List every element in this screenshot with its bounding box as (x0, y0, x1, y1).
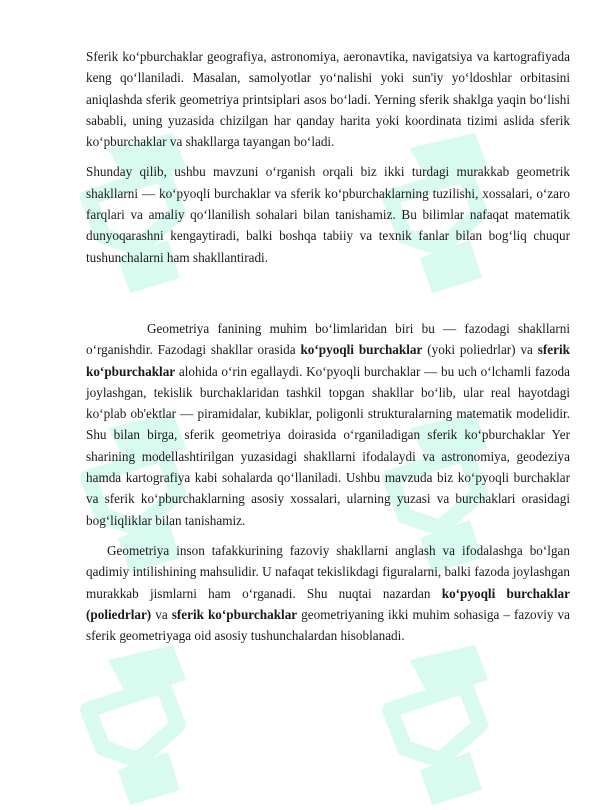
bold-term: sferik koʻpburchaklar (171, 606, 298, 622)
paragraph-text: va (151, 606, 172, 622)
watermark-logo-icon (68, 640, 218, 810)
bold-term: sferik koʻpburchaklar (86, 342, 571, 379)
paragraph-text: Geometriya fanining muhim boʻlimlaridan biri bu — fazodagi shakllarni oʻrganishdir. Fazodagi shakllar orasida (86, 320, 570, 358)
paragraph-text: Sferik koʻpburchaklar geografiya, astronomiya, aeronavtika, navigatsiya va kartografiyada keng qoʻllaniladi. Masalan, samolyotlar yoʻnalishi yoki sun'iy yoʻldoshlar orbitasini aniqlashda sferik geometriya printsiplari asos boʻladi. Yerning sferik shaklga yaqin boʻlishi sababli, uning yuzasida chizilgan har qanday harita yoki koordinata tizimi aslida sferik koʻpburchaklar va shakllarga tayangan boʻladi. (86, 49, 570, 150)
paragraph (86, 161, 570, 267)
bold-term: koʻpyoqli burchaklar (poliedrlar) (86, 585, 570, 622)
paragraph (86, 318, 570, 531)
page-content (86, 46, 570, 646)
watermark-logo-icon (370, 640, 520, 810)
paragraph-text: geometriyaning ikki muhim sohasiga – fazoviy va sferik geometriyaga oid asosiy tushunchalardan hisoblanadi. (86, 606, 570, 644)
paragraph (86, 46, 570, 152)
bold-term: koʻpyoqli burchaklar (300, 342, 423, 358)
paragraph-text: (yoki poliedrlar) va (422, 342, 538, 358)
paragraph-text: Shunday qilib, ushbu mavzuni oʻrganish orqali biz ikki turdagi murakkab geometrik shakllarni — koʻpyoqli burchaklar va sferik koʻpburchaklarning tuzilishi, xossalari, oʻzaro farqlari va amaliy qoʻllanilish sohalari bilan tanishamiz. Bu bilimlar nafaqat matematik dunyoqarashni kengaytiradi, balki boshqa tabiiy va texnik fanlar bilan bogʻliq chuqur tushunchalarni ham shakllantiradi. (86, 164, 570, 265)
paragraph (86, 540, 570, 646)
paragraph-text: alohida oʻrin egallaydi. Koʻpyoqli burchaklar — bu uch oʻlchamli fazoda joylashgan, tekislik burchaklaridan tashkil topgan shakllar boʻlib, ular real hayotdagi koʻplab ob'ektlar — piramidalar, kubiklar, poligonli strukturalarning matematik modelidir. Shu bilan birga, sferik geometriya doirasida oʻrganiladigan sferik koʻpburchaklar Yer sharining modellashtirilgan yuzasidagi shakllarni ifodalaydi va astronomiya, geodeziya hamda kartografiya kabi sohalarda qoʻllaniladi. Ushbu mavzuda biz koʻpyoqli burchaklar va sferik koʻpburchaklarning asosiy xossalari, ularning yuzasi va burchaklari orasidagi bogʻliqliklar bilan tanishamiz. (86, 363, 570, 528)
paragraph-text: Geometriya inson tafakkurining fazoviy shakllarni anglash va ifodalashga boʻlgan qadimiy intilishining mahsulidir. U nafaqat tekislikdagi figuralarni, balki fazoda joylashgan murakkab jismlarni ham oʻrganadi. Shu nuqtai nazardan (86, 542, 570, 601)
